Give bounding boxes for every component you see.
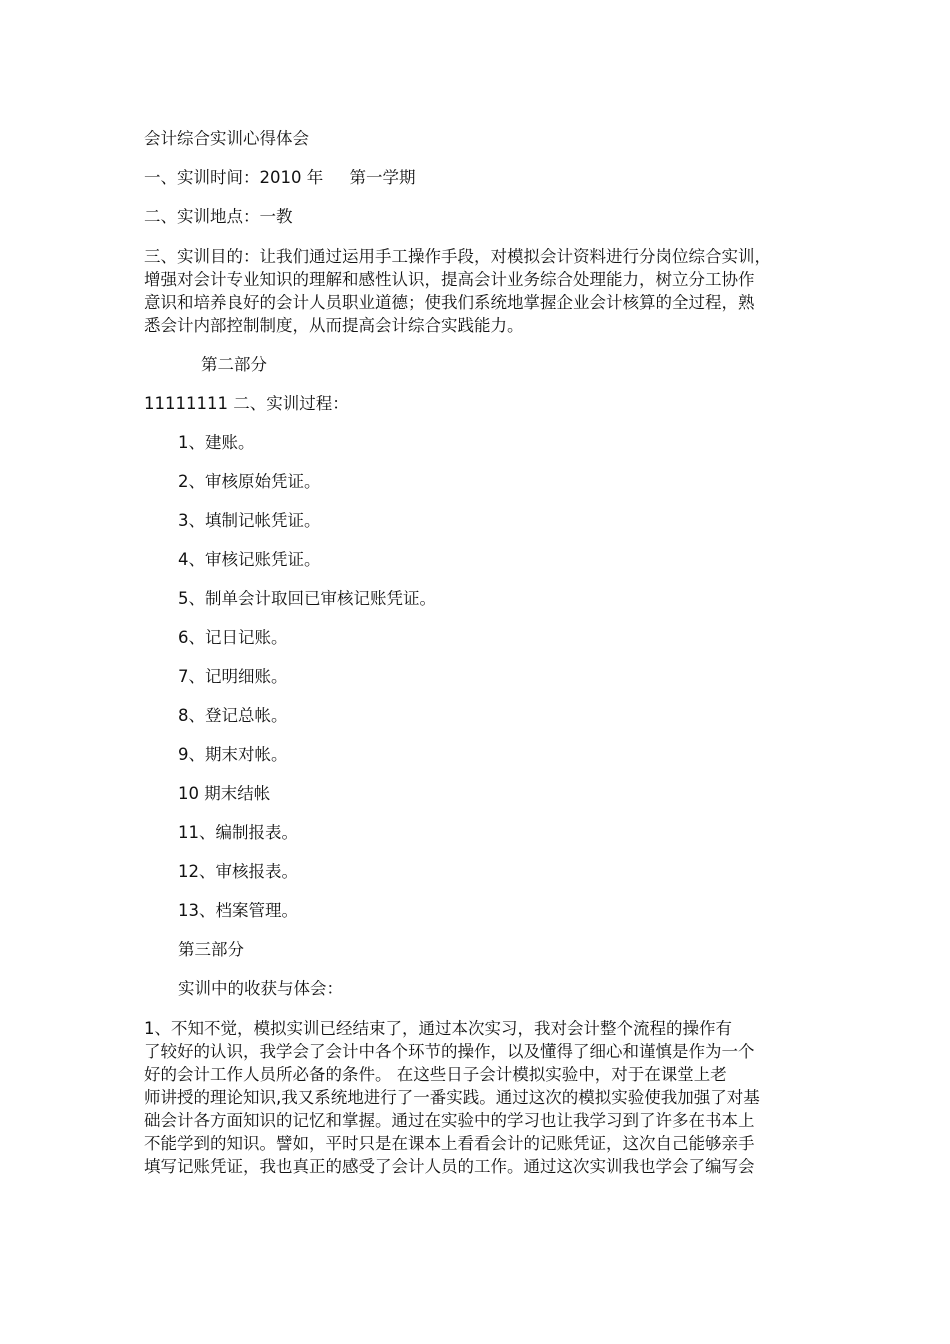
part-two-heading: 第二部分 <box>201 355 267 374</box>
process-heading: 11111111 二、实训过程： <box>144 394 349 413</box>
process-step: 7、记明细账。 <box>178 667 288 686</box>
process-step: 1、建账。 <box>178 433 255 452</box>
process-step: 10 期末结帐 <box>178 784 271 803</box>
document-title: 会计综合实训心得体会 <box>144 129 309 148</box>
training-purpose-paragraph: 三、实训目的：让我们通过运用手工操作手段，对模拟会计资料进行分岗位综合实训， 增强对会计专业知识的理解和感性认识，提高会计业务综合处理能力，树立分工协作 意识和培养良好的会计人员职业道德；使我们系统地掌握企业会计核算的全过程，熟 悉会计内部控制制度，从而提高会计综合实践能力。 <box>144 247 771 335</box>
process-step: 2、审核原始凭证。 <box>178 472 321 491</box>
process-step: 6、记日记账。 <box>178 628 288 647</box>
training-time: 一、实训时间：2010 年 第一学期 <box>144 168 416 187</box>
gains-paragraph: 1、不知不觉，模拟实训已经结束了，通过本次实习，我对会计整个流程的操作有 了较好的认识，我学会了会计中各个环节的操作，以及懂得了细心和谨慎是作为一个 好的会计工作人员所必备的条件。 在这些日子会计模拟实验中，对于在课堂上老 师讲授的理论知识,我又系统地进行了一番实践。通过这次的模拟实验使我加强了对基 础会计各方面知识的记忆和掌握。通过在实验中的学习也让我学习到了许多在书本上 不能学到的知识。譬如，平时只是在课本上看看会计的记账凭证，这次自己能够亲手 填写记账凭证，我也真正的感受了会计人员的工作。通过这次实训我也学会了编写会 <box>144 1019 760 1176</box>
training-place: 二、实训地点：一教 <box>144 207 293 226</box>
process-step: 12、审核报表。 <box>178 862 298 881</box>
gains-heading: 实训中的收获与体会： <box>178 979 343 998</box>
process-step: 3、填制记帐凭证。 <box>178 511 321 530</box>
process-step: 4、审核记账凭证。 <box>178 550 321 569</box>
process-step: 9、期末对帐。 <box>178 745 288 764</box>
process-step: 13、档案管理。 <box>178 901 298 920</box>
part-three-heading: 第三部分 <box>178 940 244 959</box>
process-step: 5、制单会计取回已审核记账凭证。 <box>178 589 436 608</box>
process-step: 11、编制报表。 <box>178 823 298 842</box>
process-step: 8、登记总帐。 <box>178 706 288 725</box>
